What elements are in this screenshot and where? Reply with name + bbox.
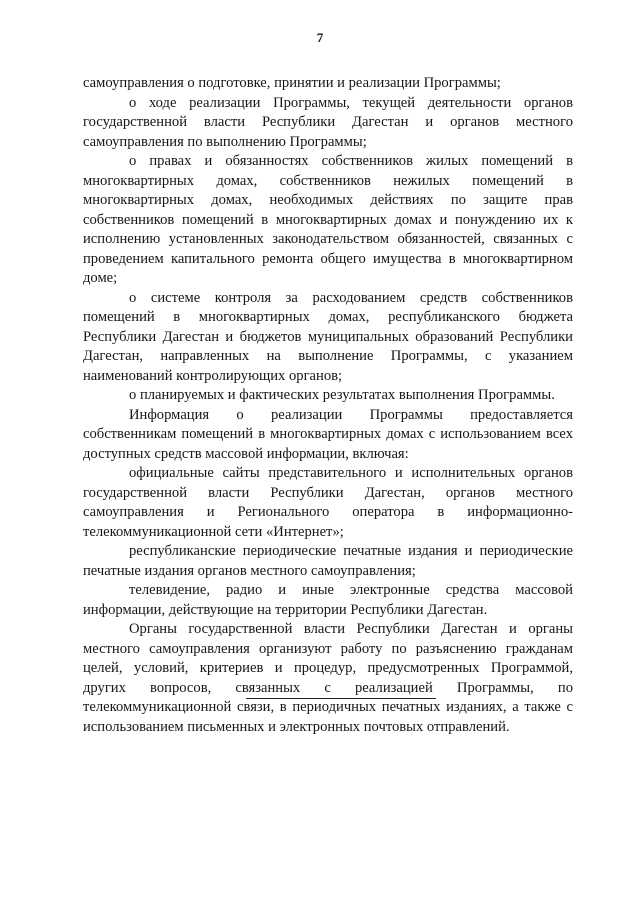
paragraph-control-system: о системе контроля за расходованием средств собственников помещений в многоквартирных домах, республиканского бюджета Республики Дагестан и бюджетов муниципальных образований Республики Дагестан, направленных на выполнение Программы, с указанием наименований контролирующих органов;	[83, 289, 573, 384]
paragraph-owner-rights: о правах и обязанностях собственников жилых помещений в многоквартирных домах, собственников нежилых помещений в многоквартирных домах, необходимых действиях по защите прав собственников помещений в многоквартирных домах и понуждению их к исполнению установленных законодательством обязанностей, связанных с проведением капитального ремонта общего имущества в многоквартирном доме;	[83, 153, 573, 286]
paragraph-planned-results: о планируемых и фактических результатах выполнения Программы.	[129, 387, 555, 403]
paragraph-explanation-work: Органы государственной власти Республики Дагестан и органы местного самоуправления организуют работу по разъяснению гражданам целей, условий, критериев и процедур, предусмотренных Программой, других вопросов, связанных с реализацией Программы, по телекоммуникационной связи, в периодичных печатных изданиях, а также с использованием письменных и электронных почтовых отправлений.	[83, 621, 573, 735]
page-number: 7	[316, 30, 324, 45]
paragraph-official-sites: официальные сайты представительного и исполнительных органов государственной власти Республики Дагестан, органов местного самоуправления и Регионального оператора в информационно-телекоммуникационной сети «Интернет»;	[83, 465, 573, 540]
paragraph-electronic-media: телевидение, радио и иные электронные средства массовой информации, действующие на территории Республики Дагестан.	[83, 582, 573, 618]
document-body	[83, 74, 573, 737]
end-divider-line	[246, 698, 436, 699]
paragraph-information-provision: Информация о реализации Программы предоставляется собственникам помещений в многоквартирных домах с использованием всех доступных средств массовой информации, включая:	[83, 406, 573, 462]
paragraph-print-media: республиканские периодические печатные издания и периодические печатные издания органов местного самоуправления;	[83, 543, 573, 579]
paragraph-program-progress: о ходе реализации Программы, текущей деятельности органов государственной власти Республики Дагестан и органов местного самоуправления по выполнению Программы;	[83, 94, 573, 150]
paragraph-continuation: самоуправления о подготовке, принятии и реализации Программы;	[83, 75, 501, 91]
